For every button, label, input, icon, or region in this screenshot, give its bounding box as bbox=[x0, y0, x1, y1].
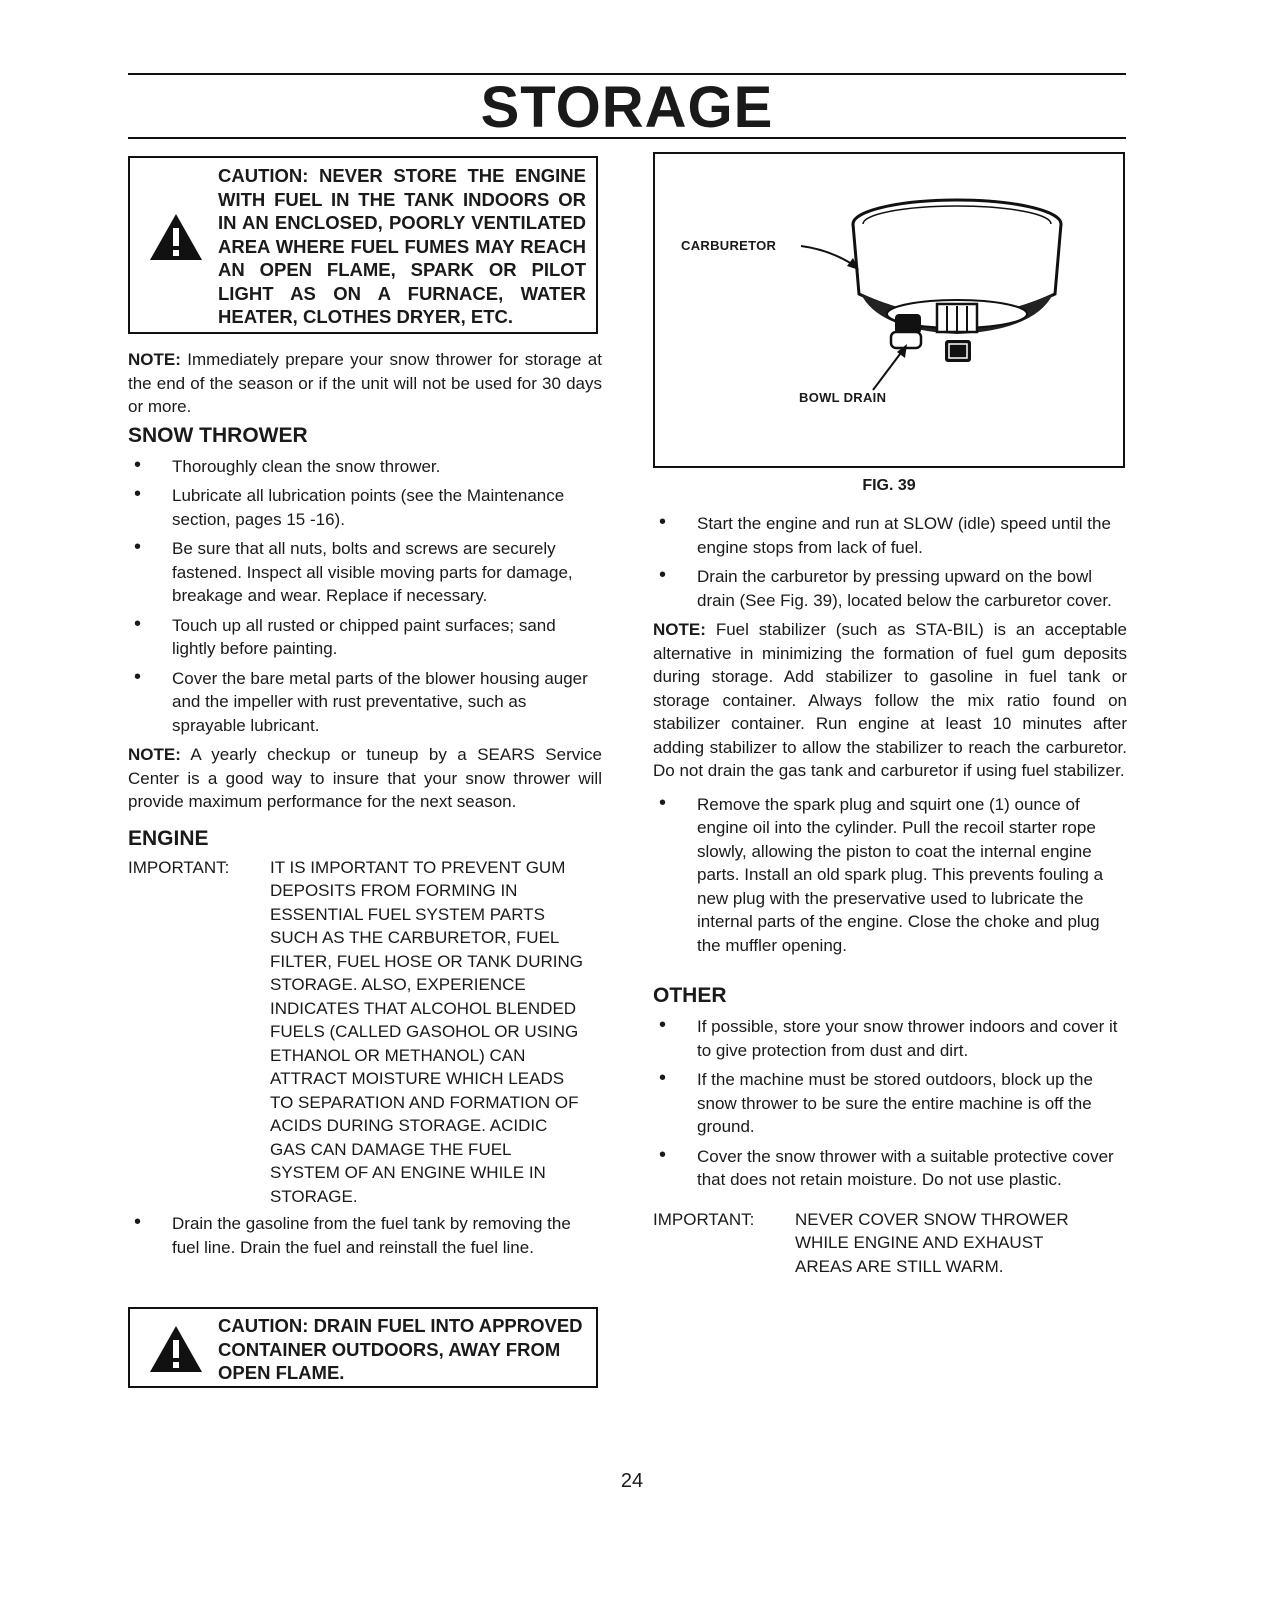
caution-box-top bbox=[128, 156, 598, 334]
list-item: • Thoroughly clean the snow thrower. bbox=[128, 455, 602, 479]
list-item: • Drain the gasoline from the fuel tank by removing the fuel line. Drain the fuel and reinstall the fuel line. bbox=[128, 1212, 602, 1259]
heading-other: OTHER bbox=[653, 984, 727, 1007]
list-item: • Lubricate all lubrication points (see the Maintenance section, pages 15 -16). bbox=[128, 484, 602, 531]
page-title: STORAGE bbox=[480, 75, 774, 140]
list-item: • If the machine must be stored outdoors, block up the snow thrower to be sure the entire machine is off the ground. bbox=[653, 1068, 1127, 1139]
other-list bbox=[653, 1015, 1127, 1192]
list-item: • Touch up all rusted or chipped paint surfaces; sand lightly before painting. bbox=[128, 614, 602, 661]
caution-bottom-text: CAUTION: DRAIN FUEL INTO APPROVED CONTAINER OUTDOORS, AWAY FROM OPEN FLAME. bbox=[218, 1315, 583, 1383]
figure-caption: FIG. 39 bbox=[862, 477, 916, 494]
important-text: IT IS IMPORTANT TO PREVENT GUM DEPOSITS FROM FORMING IN ESSENTIAL FUEL SYSTEM PARTS SUCH AS THE CARBURETOR, FUEL FILTER, FUEL HOSE OR TANK DURING STORAGE. ALSO, EXPERIENCE INDICATES THAT ALCOHOL BLENDED FUELS (CALLED GASOHOL OR USING ETHANOL OR METHANOL) CAN ATTRACT MOISTURE WHICH LEADS TO SEPARATION AND FORMATION OF ACIDS DURING STORAGE. ACIDIC GAS CAN DAMAGE THE FUEL SYSTEM OF AN ENGINE WHILE IN STORAGE. bbox=[270, 857, 583, 1206]
note-yearly-checkup: NOTE: A yearly checkup or tuneup by a SEARS Service Center is a good way to insure that your snow thrower will provide maximum performance for the next season. bbox=[128, 745, 602, 811]
important-other bbox=[653, 1208, 1127, 1279]
list-item: • If possible, store your snow thrower indoors and cover it to give protection from dust and dirt. bbox=[653, 1015, 1127, 1062]
list-item: • Cover the snow thrower with a suitable protective cover that does not retain moisture. Do not use plastic. bbox=[653, 1145, 1127, 1192]
caution-box-bottom bbox=[128, 1307, 598, 1388]
title-rule bbox=[128, 137, 1126, 139]
page-number: 24 bbox=[620, 1470, 644, 1492]
caution-top-text: CAUTION: NEVER STORE THE ENGINE WITH FUEL IN THE TANK INDOORS OR IN AN ENCLOSED, POORLY VENTILATED AREA WHERE FUEL FUMES MAY REACH AN OPEN FLAME, SPARK OR PILOT LIGHT AS ON A FURNACE, WATER HEATER, CLOTHES DRYER, ETC. bbox=[218, 165, 586, 327]
right-column bbox=[653, 512, 1127, 1278]
list-item: • Drain the carburetor by pressing upward on the bowl drain (See Fig. 39), located below the carburetor cover. bbox=[653, 565, 1127, 612]
list-item: • Be sure that all nuts, bolts and screws are securely fastened. Inspect all visible moving parts for damage, breakage and wear. Replace if necessary. bbox=[128, 537, 602, 608]
important-engine bbox=[128, 856, 602, 1209]
carburetor-illustration bbox=[655, 154, 1123, 466]
carburetor-list bbox=[653, 512, 1127, 612]
figure-39 bbox=[653, 152, 1125, 468]
snow-thrower-list bbox=[128, 455, 602, 738]
warning-triangle-icon bbox=[148, 212, 204, 262]
important-text: NEVER COVER SNOW THROWER WHILE ENGINE AND EXHAUST AREAS ARE STILL WARM. bbox=[795, 1209, 1069, 1276]
note-immediately: NOTE: Immediately prepare your snow thrower for storage at the end of the season or if the unit will not be used for 30 days or more. bbox=[128, 350, 602, 416]
warning-triangle-icon bbox=[148, 1324, 204, 1374]
label-carburetor: CARBURETOR bbox=[681, 238, 777, 253]
heading-snow-thrower: SNOW THROWER bbox=[128, 423, 308, 447]
spark-plug-list bbox=[653, 793, 1127, 958]
important-label: IMPORTANT: bbox=[653, 1209, 755, 1229]
left-column bbox=[128, 348, 602, 1265]
label-bowl-drain: BOWL DRAIN bbox=[799, 390, 887, 405]
important-label: IMPORTANT: bbox=[128, 857, 230, 877]
list-item: • Cover the bare metal parts of the blower housing auger and the impeller with rust preventative, such as sprayable lubricant. bbox=[128, 667, 602, 738]
engine-list bbox=[128, 1212, 602, 1259]
note-fuel-stabilizer: NOTE: Fuel stabilizer (such as STA-BIL) is an acceptable alternative in minimizing the formation of fuel gum deposits during storage. Add stabilizer to gasoline in fuel tank or storage container. Always follow the mix ratio found on stabilizer container. Run engine at least 10 minutes after adding stabilizer to allow the stabilizer to reach the carburetor. Do not drain the gas tank and carburetor if using fuel stabilizer. bbox=[653, 620, 1127, 780]
list-item: • Start the engine and run at SLOW (idle) speed until the engine stops from lack of fuel. bbox=[653, 512, 1127, 559]
list-item: • Remove the spark plug and squirt one (1) ounce of engine oil into the cylinder. Pull the recoil starter rope slowly, allowing the piston to coat the internal engine parts. Install an old spark plug. This prevents fouling a new plug with the preservative used to lubricate the internal parts of the engine. Close the choke and plug the muffler opening. bbox=[653, 793, 1127, 958]
heading-engine: ENGINE bbox=[128, 826, 209, 850]
